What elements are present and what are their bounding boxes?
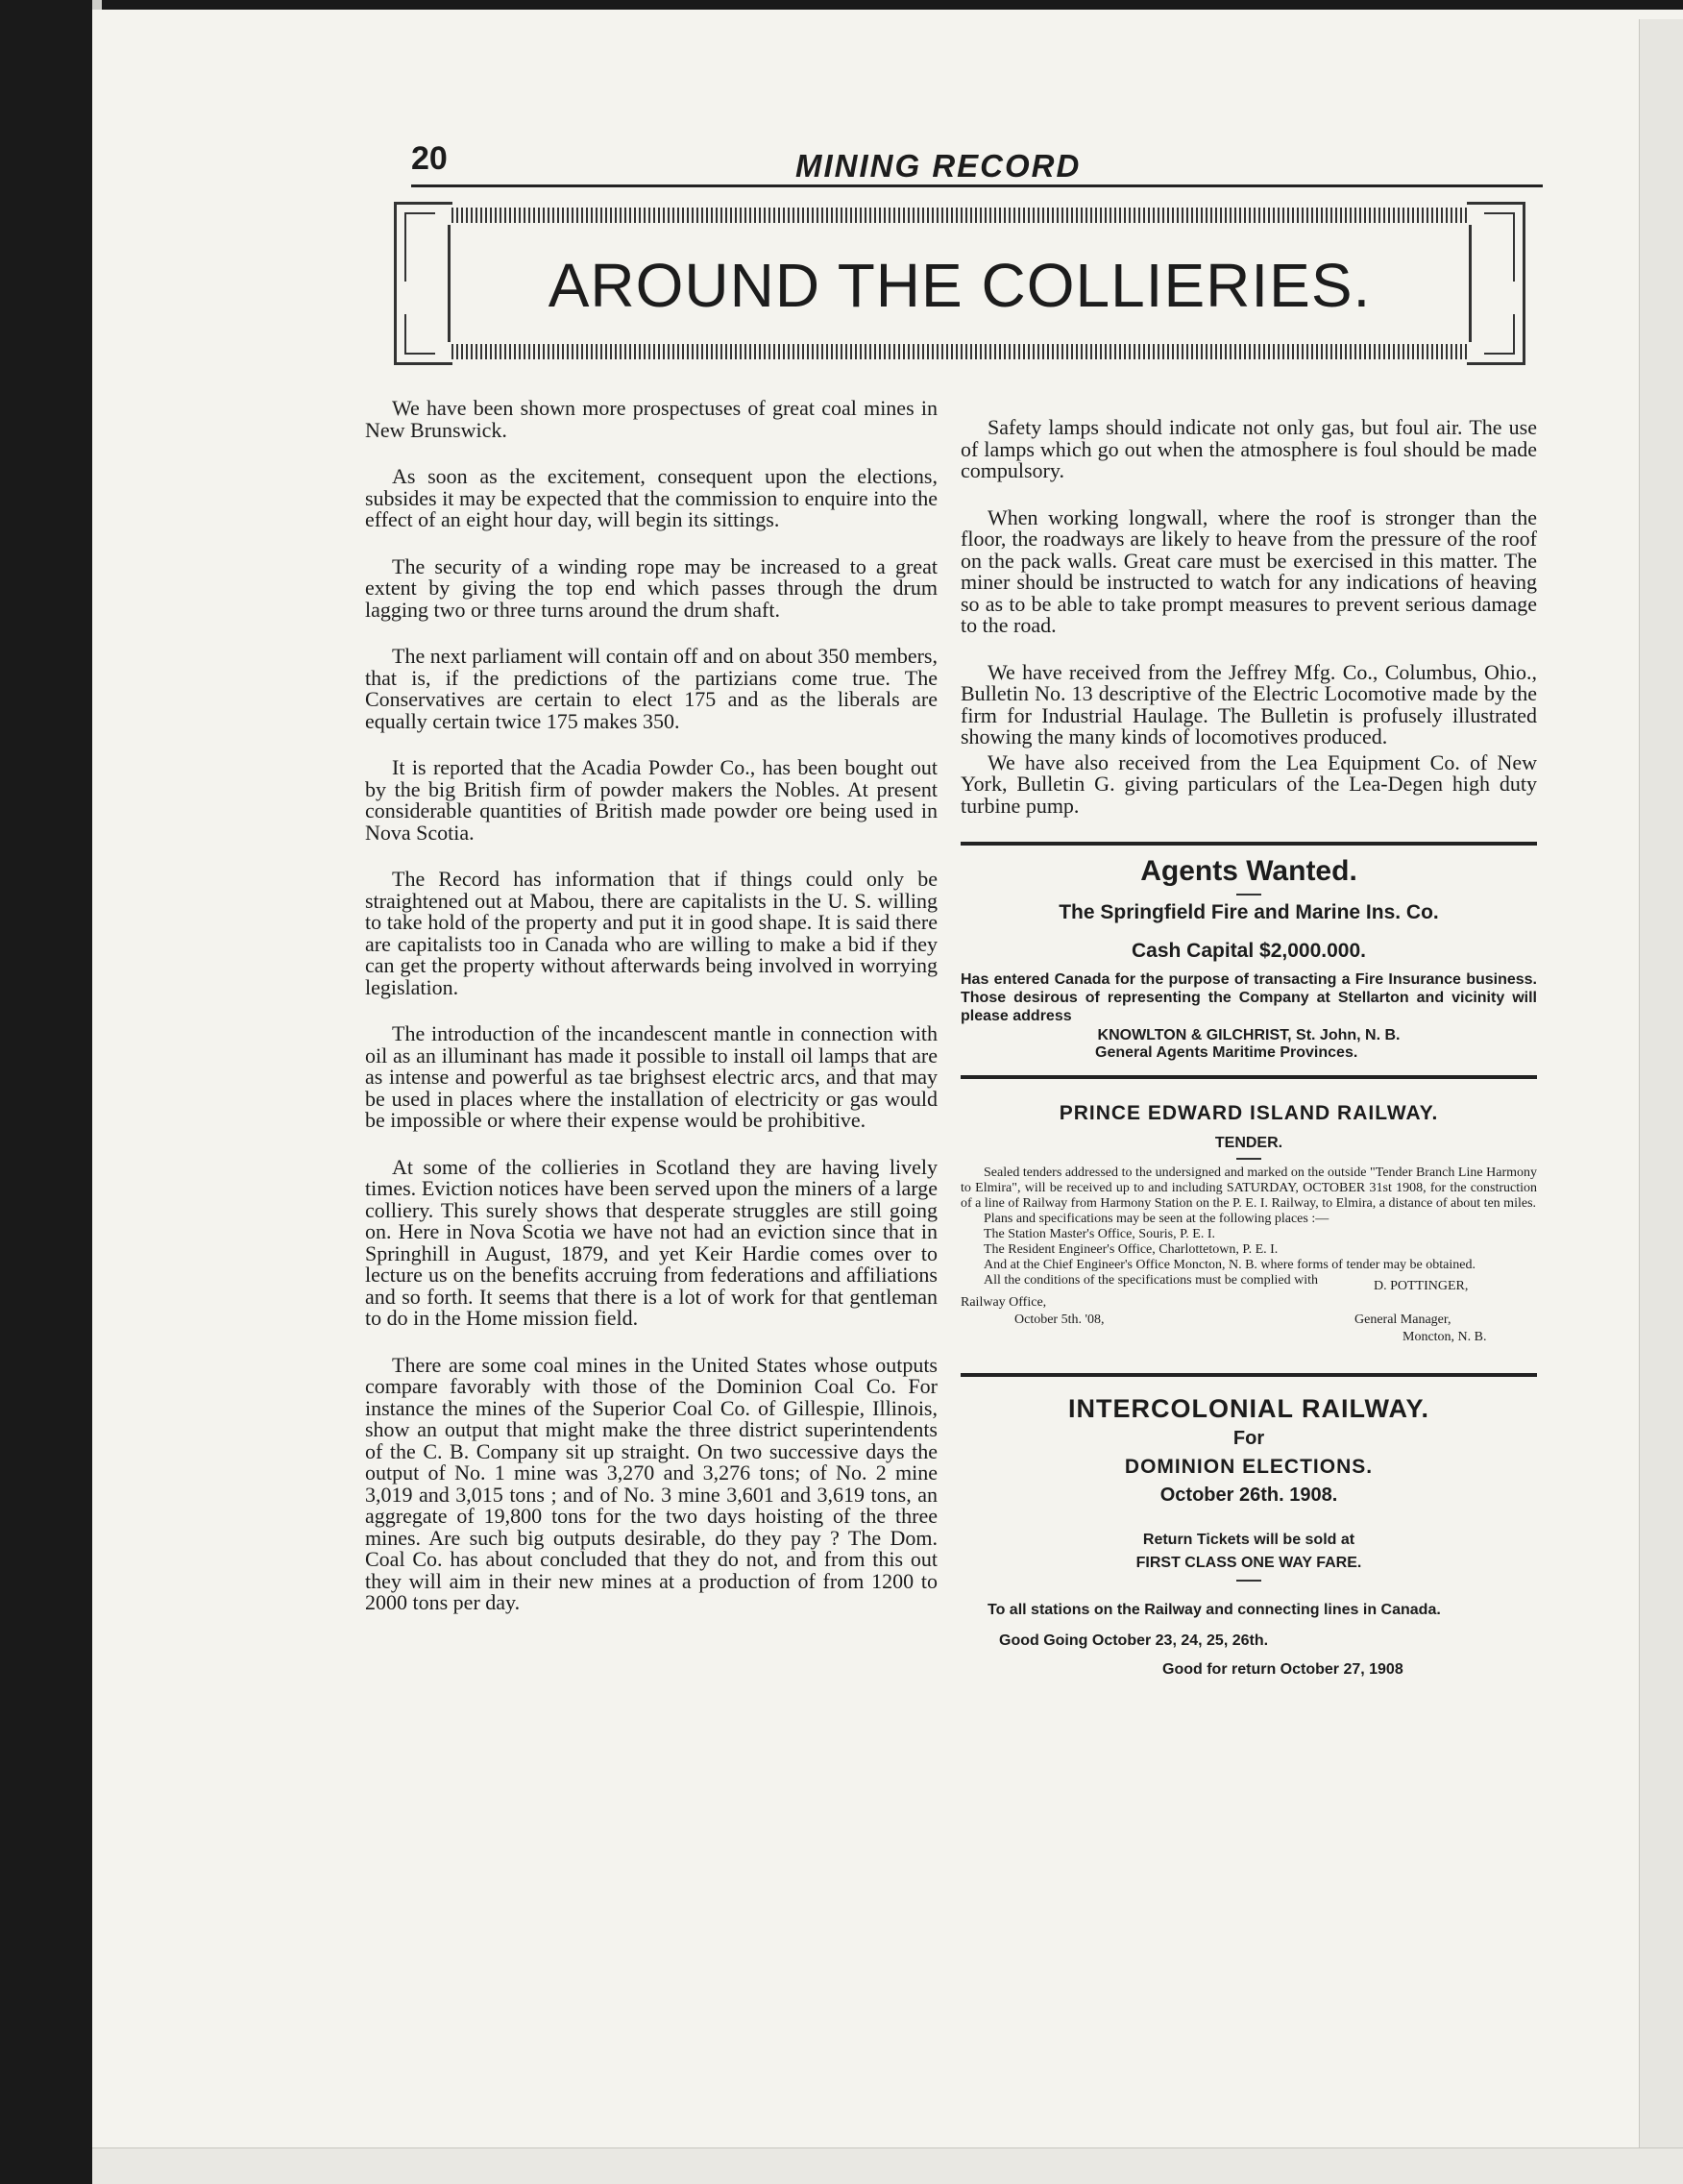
short-rule (1236, 1580, 1261, 1582)
ad-line: Plans and specifications may be seen at the following places :— (984, 1212, 1329, 1226)
ad-line: FIRST CLASS ONE WAY FARE. (1135, 1555, 1362, 1571)
ad-line: And at the Chief Engineer's Office Moncton, N. B. where forms of tender may be obtained. (984, 1258, 1476, 1272)
article-paragraph: We have received from the Jeffrey Mfg. Co., Columbus, Ohio., Bulletin No. 13 descriptive of the Electric Locomotive made by the firm for Industrial Haulage. The Bulletin is profusely illustrated showing the many kinds of locomotives produced. (961, 659, 1537, 748)
page-number: 20 (411, 140, 448, 177)
article-paragraph: The security of a winding rope may be increased to a great extent by giving the top end which passes through the drum lagging two or three turns around the drum shaft. (365, 553, 938, 622)
ad-title: Agents Wanted. (1140, 855, 1357, 887)
article-paragraph: We have been shown more prospectuses of great coal mines in New Brunswick. (365, 396, 938, 442)
pei-railway-ad (961, 1102, 1537, 1360)
ad-body: Has entered Canada for the purpose of transacting a Fire Insurance business. Those desirous of representing the Company at Stellarton and vicinity will please address (961, 971, 1537, 1024)
ad-office-date: October 5th. '08, (1014, 1313, 1105, 1327)
article-paragraph: At some of the collieries in Scotland they are having lively times. Eviction notices have been served upon the miners of a large colliery. This surely shows that desperate struggles are still going on. Here in Nova Scotia we have not had an eviction since that in Springhill in August, 1879, and yet Keir Hardie comes over to lecture us on the benefits accruing from federations and affiliations and so forth. It seems that there is a lot of work for that gentleman to do in the Home mission field. (365, 1154, 938, 1330)
ad-title: PRINCE EDWARD ISLAND RAILWAY. (1059, 1102, 1439, 1124)
intercolonial-railway-ad (961, 1394, 1537, 1679)
article-paragraph: We have also received from the Lea Equipment Co. of New York, Bulletin G. giving particulars of the Lea-Degen high duty turbine pump. (961, 749, 1537, 818)
ad-line: Good for return October 27, 1908 (1162, 1661, 1403, 1678)
ad-line: Good Going October 23, 24, 25, 26th. (999, 1632, 1269, 1649)
ad-signature-role: General Agents Maritime Provinces. (1095, 1044, 1358, 1061)
ad-line: Return Tickets will be sold at (1142, 1532, 1355, 1548)
ad-capital: Cash Capital $2,000.000. (1132, 940, 1366, 962)
ad-line: All the conditions of the specifications must be complied with (984, 1273, 1318, 1288)
ad-for: For (1232, 1428, 1265, 1449)
banner-hatched-bar-bottom (451, 344, 1468, 359)
article-paragraph: The introduction of the incandescent mantle in connection with oil as an illuminant has made it possible to install oil lamps that are as intense and powerful as tae brighsest electric arcs, and that may be used in places where the installation of electricity or gas would be impossible or where their expense would be prohibitive. (365, 1021, 938, 1132)
banner-hatched-bar-top (451, 208, 1468, 223)
page-bottom-edge (92, 2147, 1683, 2184)
ad-divider (961, 842, 1537, 846)
short-rule (1236, 1158, 1261, 1160)
article-paragraph: As soon as the excitement, consequent upon the elections, subsides it may be expected that the commission to enquire into the effect of an eight hour day, will begin its sittings. (365, 464, 938, 531)
ad-divider (961, 1075, 1537, 1079)
section-title: AROUND THE COLLIERIES. (548, 251, 1372, 320)
article-paragraph: It is reported that the Acadia Powder Co., has been bought out by the big British firm of powder makers the Nobles. At present considerable quantities of British made powder ore being used in Nova Scotia. (365, 755, 938, 845)
agents-wanted-ad (961, 855, 1537, 1062)
running-title: MINING RECORD (795, 148, 1082, 184)
ad-company: The Springfield Fire and Marine Ins. Co. (1059, 901, 1439, 923)
article-paragraph: When working longwall, where the roof is stronger than the floor, the roadways are likely to heave from the pressure of the roof on the pack walls. Great care must be exercised in this matter. The miner should be instructed to watch for any indications of heaving so as to be able to take prompt measures to prevent serious damage to the road. (961, 504, 1537, 637)
ad-line: To all stations on the Railway and connecting lines in Canada. (988, 1602, 1441, 1618)
ad-signature: D. POTTINGER, (1374, 1279, 1469, 1293)
ad-line: The Station Master's Office, Souris, P. E. I. (984, 1227, 1216, 1241)
ad-title: INTERCOLONIAL RAILWAY. (1067, 1394, 1430, 1423)
underlying-page-edge (1639, 19, 1683, 2183)
ad-subtitle: TENDER. (1214, 1135, 1283, 1151)
article-paragraph: The Record has information that if things could only be straightened out at Mabou, there are capitalists in the U. S. willing to take hold of the property and put it in good shape. It is said there are capitalists too in Canada who are willing to make a bid if they can get the property without afterwards being involved in worrying legislation. (365, 867, 938, 999)
article-paragraph: The next parliament will contain off and on about 350 members, that is, if the predictions of the partizians come true. The Conservatives are certain to elect 175 and as the liberals are equally certain twice 175 makes 350. (365, 644, 938, 733)
short-rule (1236, 894, 1261, 896)
ad-office: Railway Office, (961, 1295, 1047, 1310)
section-banner (394, 202, 1525, 365)
article-paragraph: There are some coal mines in the United States whose outputs compare favorably with those of the Dominion Coal Co. For instance the mines of the Superior Coal Co. of Gillespie, Illinois, show an output that might make the three district superintendents of the C. B. Company sit up straight. On two successive days the output of No. 1 mine was 3,270 and 3,276 tons; of No. 2 mine 3,019 and 3,015 tons ; and of No. 3 mine 3,601 and 3,619 tons, an aggregate of 19,800 tons for the two days hoisting of the three mines. Are such big outputs desirable, do they pay ? The Dom. Coal Co. has about concluded that they do not, and from this out they will aim in their new mines at a production of from 1200 to 2000 tons per day. (365, 1352, 938, 1614)
ad-event: DOMINION ELECTIONS. (1124, 1456, 1374, 1478)
right-column (961, 417, 1537, 1679)
ad-divider (961, 1373, 1537, 1377)
page-header (411, 140, 1543, 184)
left-column (365, 398, 938, 1639)
ad-date: October 26th. 1908. (1159, 1485, 1338, 1506)
ad-signature-place: Moncton, N. B. (1402, 1330, 1487, 1344)
header-rule (411, 184, 1543, 187)
ad-line: The Resident Engineer's Office, Charlottetown, P. E. I. (984, 1242, 1279, 1257)
ad-signature: KNOWLTON & GILCHRIST, St. John, N. B. (1097, 1027, 1401, 1043)
ad-body: Sealed tenders addressed to the undersigned and marked on the outside "Tender Branch Line Harmony to Elmira", will be received up to and including SATURDAY, OCTOBER 31st 1908, for the construction of a line of Railway from Harmony Station on the P. E. I. Railway, to Elmira, a distance of about ten miles. (961, 1166, 1537, 1211)
article-paragraph: Safety lamps should indicate not only gas, but foul air. The use of lamps which go out when the atmosphere is foul should be made compulsory. (961, 415, 1537, 482)
ad-signature-role: General Manager, (1354, 1313, 1451, 1327)
